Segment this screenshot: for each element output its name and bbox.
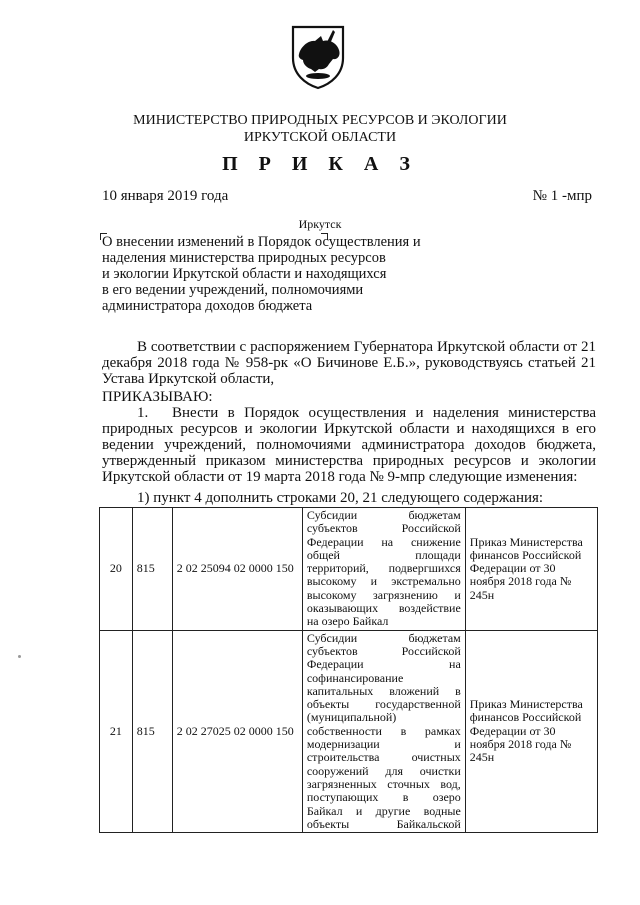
- document-type-title: П Р И К А З: [222, 153, 418, 175]
- revenue-name-line: Федерации на: [306, 657, 461, 672]
- item-1-number: 1.: [137, 405, 149, 421]
- revenue-name-line: Федерации на снижение: [306, 534, 461, 549]
- revenue-name-line: (муниципальной): [306, 710, 397, 725]
- revenue-codes-table: [99, 507, 598, 833]
- table-row: [100, 630, 598, 832]
- ministry-name-line2: ИРКУТСКОЙ ОБЛАСТИ: [243, 130, 397, 145]
- revenue-name-line: высокому загрязнению и: [306, 587, 461, 602]
- order-subject: [102, 234, 421, 314]
- admin-code: 815: [132, 630, 172, 832]
- subject-line: О внесении изменений в Порядок осуществления и: [102, 234, 421, 250]
- revenue-name-line: оказывающих воздействие: [306, 601, 461, 616]
- revenue-name-line: сооружений для очистки: [306, 763, 461, 778]
- legal-basis: Приказ Министерства финансов Российской Федерации от 30 ноября 2018 года № 245н: [465, 630, 597, 832]
- subject-line: наделения министерства природных ресурсов: [102, 250, 386, 266]
- revenue-name-line: Байкал и другие водные: [306, 803, 461, 818]
- revenue-name-line: загрязненных сточных вод,: [306, 776, 461, 791]
- revenue-name-line: объекты государственной: [306, 697, 461, 712]
- city-name: Иркутск: [298, 217, 342, 231]
- revenue-name-line: поступающих в озеро: [306, 790, 461, 805]
- revenue-name-line: общей площади: [306, 547, 461, 562]
- revenue-name-line: софинансирование: [306, 670, 404, 685]
- revenue-name-line: Субсидии бюджетам: [306, 508, 461, 522]
- revenue-name-line: Субсидии бюджетам: [306, 630, 461, 645]
- subject-line: и экологии Иркутской области и находящихся: [102, 266, 387, 282]
- revenue-name-line: строительства очистных: [306, 750, 461, 765]
- admin-code: 815: [132, 508, 172, 631]
- subject-line: администратора доходов бюджета: [102, 298, 313, 314]
- revenue-name-line: собственности в рамках: [306, 723, 461, 738]
- revenue-name-line: капитальных вложений в: [306, 683, 461, 698]
- item-1-text: Внести в Порядок осуществления и наделения министерства природных ресурсов и экологии Иркутской области и находящихся в его ведении учреждений, полномочиями администратора доходов бюджета, утвержденный приказом министерства природных ресурсов и экологии Иркутской области от 19 марта 2018 года № 9-мпр следующие изменения:: [102, 405, 596, 485]
- budget-classification-code: 2 02 27025 02 0000 150: [172, 630, 302, 832]
- revenue-name-line: на озеро Байкал: [306, 614, 389, 629]
- subitem-1: 1) пункт 4 дополнить строками 20, 21 следующего содержания:: [137, 490, 544, 506]
- revenue-name-line: субъектов Российской: [306, 643, 461, 658]
- sable-coat-of-arms-icon: [289, 24, 347, 90]
- row-number: 21: [100, 630, 133, 832]
- revenue-name: [302, 508, 465, 631]
- order-date: 10 января 2019 года: [102, 188, 229, 204]
- legal-basis: Приказ Министерства финансов Российской Федерации от 30 ноября 2018 года № 245н: [465, 508, 597, 631]
- budget-classification-code: 2 02 25094 02 0000 150: [172, 508, 302, 631]
- order-word: ПРИКАЗЫВАЮ:: [102, 389, 213, 405]
- order-number: № 1 -мпр: [532, 188, 592, 204]
- ministry-name-line1: МИНИСТЕРСТВО ПРИРОДНЫХ РЕСУРСОВ И ЭКОЛОГИИ: [133, 113, 507, 128]
- item-1-paragraph: [102, 405, 596, 485]
- revenue-name: [302, 630, 465, 832]
- revenue-name-line: высокому и экстремально: [306, 574, 461, 589]
- revenue-name-line: территорий, подвергшихся: [306, 561, 461, 576]
- preamble-paragraph: В соответствии с распоряжением Губернатора Иркутской области от 21 декабря 2018 года № 958-рк «О Бичинове Е.Б.», руководствуясь статьей 21 Устава Иркутской области,: [102, 339, 596, 387]
- row-number: 20: [100, 508, 133, 631]
- subject-line: в его ведении учреждений, полномочиями: [102, 282, 364, 298]
- revenue-name-line: субъектов Российской: [306, 521, 461, 536]
- scan-speck: [18, 655, 21, 658]
- table-row: [100, 508, 598, 631]
- revenue-name-line: модернизации и: [306, 737, 461, 752]
- revenue-name-line: объекты Байкальской: [306, 816, 461, 831]
